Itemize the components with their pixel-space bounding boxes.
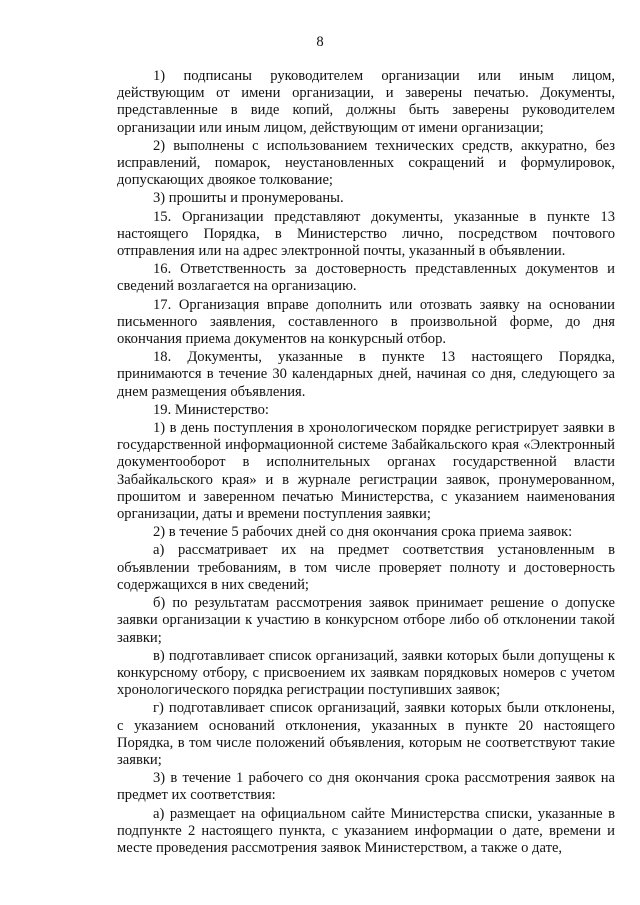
paragraph-19-2-v: в) подготавливает список организаций, заявки которых были допущены к конкурсному отбору, с присвоением их заявкам порядковых номеров с учетом хронологического порядка регистрации поступивших заявок; <box>117 647 615 699</box>
paragraph-19-2-b: б) по результатам рассмотрения заявок принимает решение о допуске заявки организации к участию в конкурсном отборе либо об отклонении такой заявки; <box>117 595 615 646</box>
paragraph-1: 1) подписаны руководителем организации или иным лицом, действующим от имени организации, и заверены печатью. Документы, представленные в виде копий, должны быть заверены руководителем организации или иным лицом, действующим от имени организации; <box>117 68 615 136</box>
paragraph-2: 2) выполнены с использованием технических средств, аккуратно, без исправлений, помарок, неустановленных сокращений и формулировок, допускающих двоякое толкование; <box>117 137 615 189</box>
paragraph-19-3: 3) в течение 1 рабочего со дня окончания срока рассмотрения заявок на предмет их соответствия: <box>117 770 615 804</box>
paragraph-19-3-a: а) размещает на официальном сайте Министерства списки, указанные в подпункте 2 настоящего пункта, с указанием информации о дате, времени и месте проведения рассмотрения заявок Министерством, а также о дате, <box>117 805 615 856</box>
paragraph-18: 18. Документы, указанные в пункте 13 настоящего Порядка, принимаются в течение 30 календарных дней, начиная со дня, следующего за днем размещения объявления. <box>117 349 615 400</box>
paragraph-17: 17. Организация вправе дополнить или отозвать заявку на основании письменного заявления, составленного в произвольной форме, до дня окончания приема документов на конкурсный отбор. <box>117 296 615 348</box>
paragraph-3: 3) прошиты и пронумерованы. <box>153 190 344 207</box>
page-number: 8 <box>316 34 324 50</box>
document-body <box>117 68 615 858</box>
paragraph-19-2: 2) в течение 5 рабочих дней со дня окончания срока приема заявок: <box>153 524 573 541</box>
paragraph-19: 19. Министерство: <box>153 401 269 418</box>
paragraph-15: 15. Организации представляют документы, указанные в пункте 13 настоящего Порядка, в Министерство лично, посредством почтового отправления или на адрес электронной почты, указанный в объявлении. <box>117 208 615 260</box>
paragraph-19-1: 1) в день поступления в хронологическом порядке регистрирует заявки в государственной информационной системе Забайкальского края «Электронный документооборот в исполнительных органах государственной власти Забайкальского края» и в журнале регистрации заявок, пронумерованном, прошитом и заверенном печатью Министерства, с указанием наименования организации, даты и времени поступления заявки; <box>117 420 615 523</box>
paragraph-19-2-g: г) подготавливает список организаций, заявки которых были отклонены, с указанием оснований отклонения, указанных в пункте 20 настоящего Порядка, в том числе положений объявления, которым не соответствуют такие заявки; <box>117 700 615 768</box>
paragraph-19-2-a: а) рассматривает их на предмет соответствия установленным в объявлении требованиям, в том числе проверяет полноту и достоверность содержащихся в них сведений; <box>117 542 615 593</box>
paragraph-16: 16. Ответственность за достоверность представленных документов и сведений возлагается на организацию. <box>117 261 615 295</box>
